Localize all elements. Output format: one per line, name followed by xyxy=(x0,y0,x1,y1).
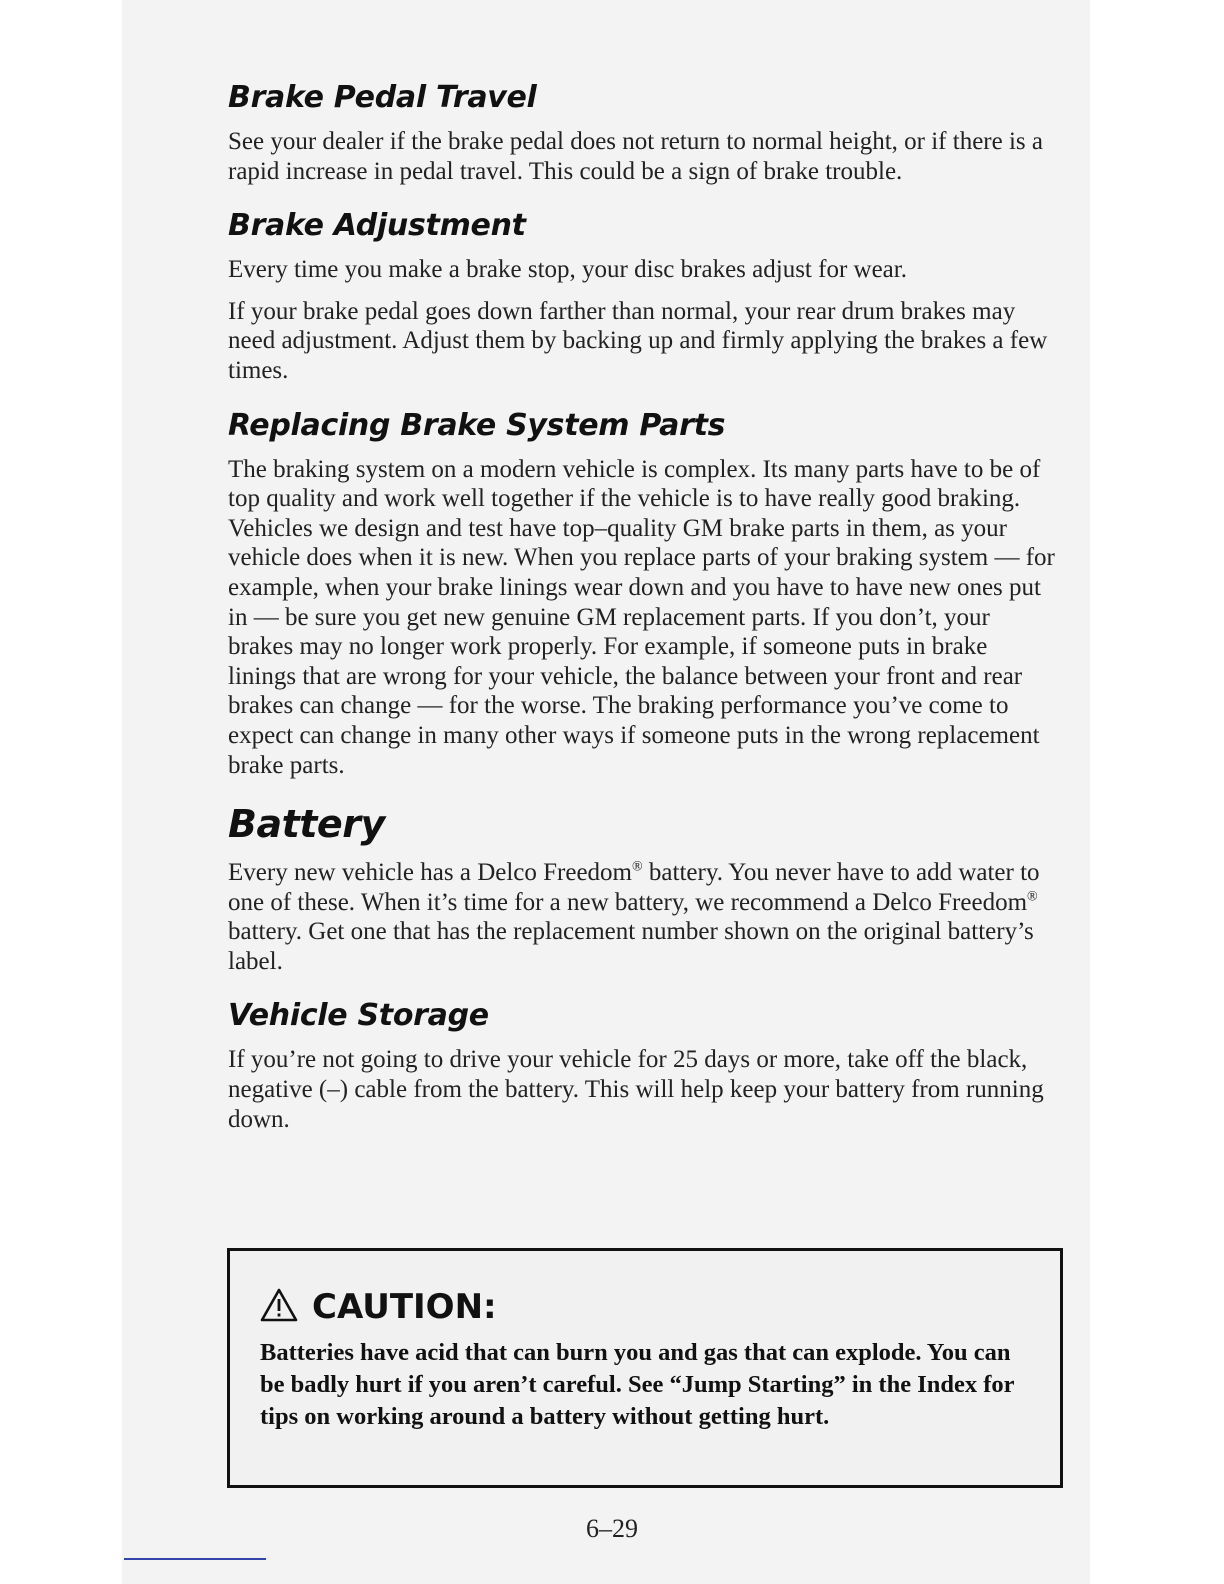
paragraph xyxy=(228,858,1058,976)
heading-brake-pedal-travel: Brake Pedal Travel xyxy=(228,80,537,115)
page-content xyxy=(228,80,1058,1156)
section-brake-pedal-travel xyxy=(228,80,1058,186)
registered-mark: ® xyxy=(632,859,643,875)
heading-battery: Battery xyxy=(228,802,385,847)
warning-triangle-icon xyxy=(260,1288,298,1327)
text-run: battery. Get one that has the replacement number shown on the original battery’s label. xyxy=(228,918,1034,975)
paragraph: The braking system on a modern vehicle is complex. Its many parts have to be of top quality and work well together if the vehicle is to have really good braking. Vehicles we design and test have top–quality GM brake parts in them, as your vehicle does when it is new. When you replace parts of your braking system — for example, when your brake linings wear down and you have to have new ones put in — be sure you get new genuine GM replacement parts. If you don’t, your brakes may no longer work properly. For example, if someone puts in brake linings that are wrong for your vehicle, the balance between your front and rear brakes can change — for the worse. The braking performance you’ve come to expect can change in many other ways if someone puts in the wrong replacement brake parts. xyxy=(228,455,1055,779)
heading-replacing-brake-parts: Replacing Brake System Parts xyxy=(228,407,726,443)
caution-label: CAUTION: xyxy=(312,1287,497,1327)
registered-mark: ® xyxy=(1027,889,1038,905)
caution-box xyxy=(227,1248,1063,1488)
section-battery xyxy=(228,802,1058,976)
page-number: 6–29 xyxy=(586,1514,638,1543)
paragraph: If you’re not going to drive your vehicle for 25 days or more, take off the black, negative (–) cable from the battery. This will help keep your battery from running down. xyxy=(228,1046,1044,1133)
paragraph: If your brake pedal goes down farther than normal, your rear drum brakes may need adjustment. Adjust them by backing up and firmly applying the brakes a few times. xyxy=(228,297,1048,384)
paragraph: See your dealer if the brake pedal does not return to normal height, or if there is a rapid increase in pedal travel. This could be a sign of brake trouble. xyxy=(228,128,1043,185)
section-brake-adjustment xyxy=(228,208,1058,385)
paragraph: Every time you make a brake stop, your disc brakes adjust for wear. xyxy=(228,256,907,284)
heading-vehicle-storage: Vehicle Storage xyxy=(228,998,489,1034)
manual-page xyxy=(122,0,1090,1584)
text-run: battery. You never have to add water to one of these. When it’s time for a new battery, we recommend a Delco Freedom xyxy=(228,859,1040,916)
text-run: Every new vehicle has a Delco Freedom xyxy=(228,859,633,887)
caution-text: Batteries have acid that can burn you and gas that can explode. You can be badly hurt if you aren’t careful. See “Jump Starting” in the Index for tips on working around a battery without getting hurt. xyxy=(260,1339,1015,1430)
section-replacing-brake-parts xyxy=(228,408,1058,781)
divider-line xyxy=(124,1558,266,1560)
caution-title xyxy=(260,1287,497,1327)
heading-brake-adjustment: Brake Adjustment xyxy=(228,208,526,244)
section-vehicle-storage xyxy=(228,998,1058,1134)
